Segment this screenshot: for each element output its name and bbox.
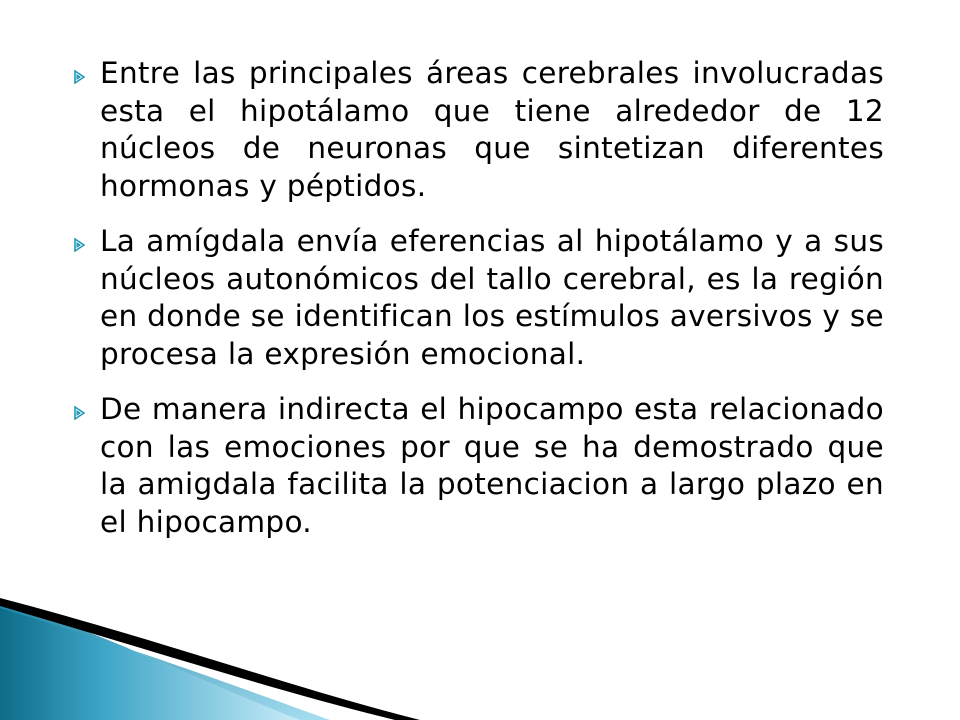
bullet-text: Entre las principales áreas cerebrales involucradas esta el hipotálamo que tiene alrededor de 12 núcleos de neuronas que sintetizan diferentes hormonas y péptidos. xyxy=(100,56,884,203)
arrow-right-icon xyxy=(74,223,100,256)
bullet-item xyxy=(74,391,884,541)
arrow-right-icon xyxy=(74,391,100,424)
bullet-text: De manera indirecta el hipocampo esta relacionado con las emociones por que se ha demostrado que la amigdala facilita la potenciacion a largo plazo en el hipocampo. xyxy=(100,392,884,539)
swoosh-light-band xyxy=(0,600,330,720)
arrow-right-icon xyxy=(74,55,100,88)
bullet-list xyxy=(74,55,884,559)
swoosh-blue-band xyxy=(0,600,300,720)
bullet-text: La amígdala envía eferencias al hipotálamo y a sus núcleos autonómicos del tallo cerebral, es la región en donde se identifican los estímulos aversivos y se procesa la expresión emocional. xyxy=(100,224,884,371)
bullet-item xyxy=(74,223,884,373)
swoosh-black-band xyxy=(0,598,420,720)
bullet-item xyxy=(74,55,884,205)
